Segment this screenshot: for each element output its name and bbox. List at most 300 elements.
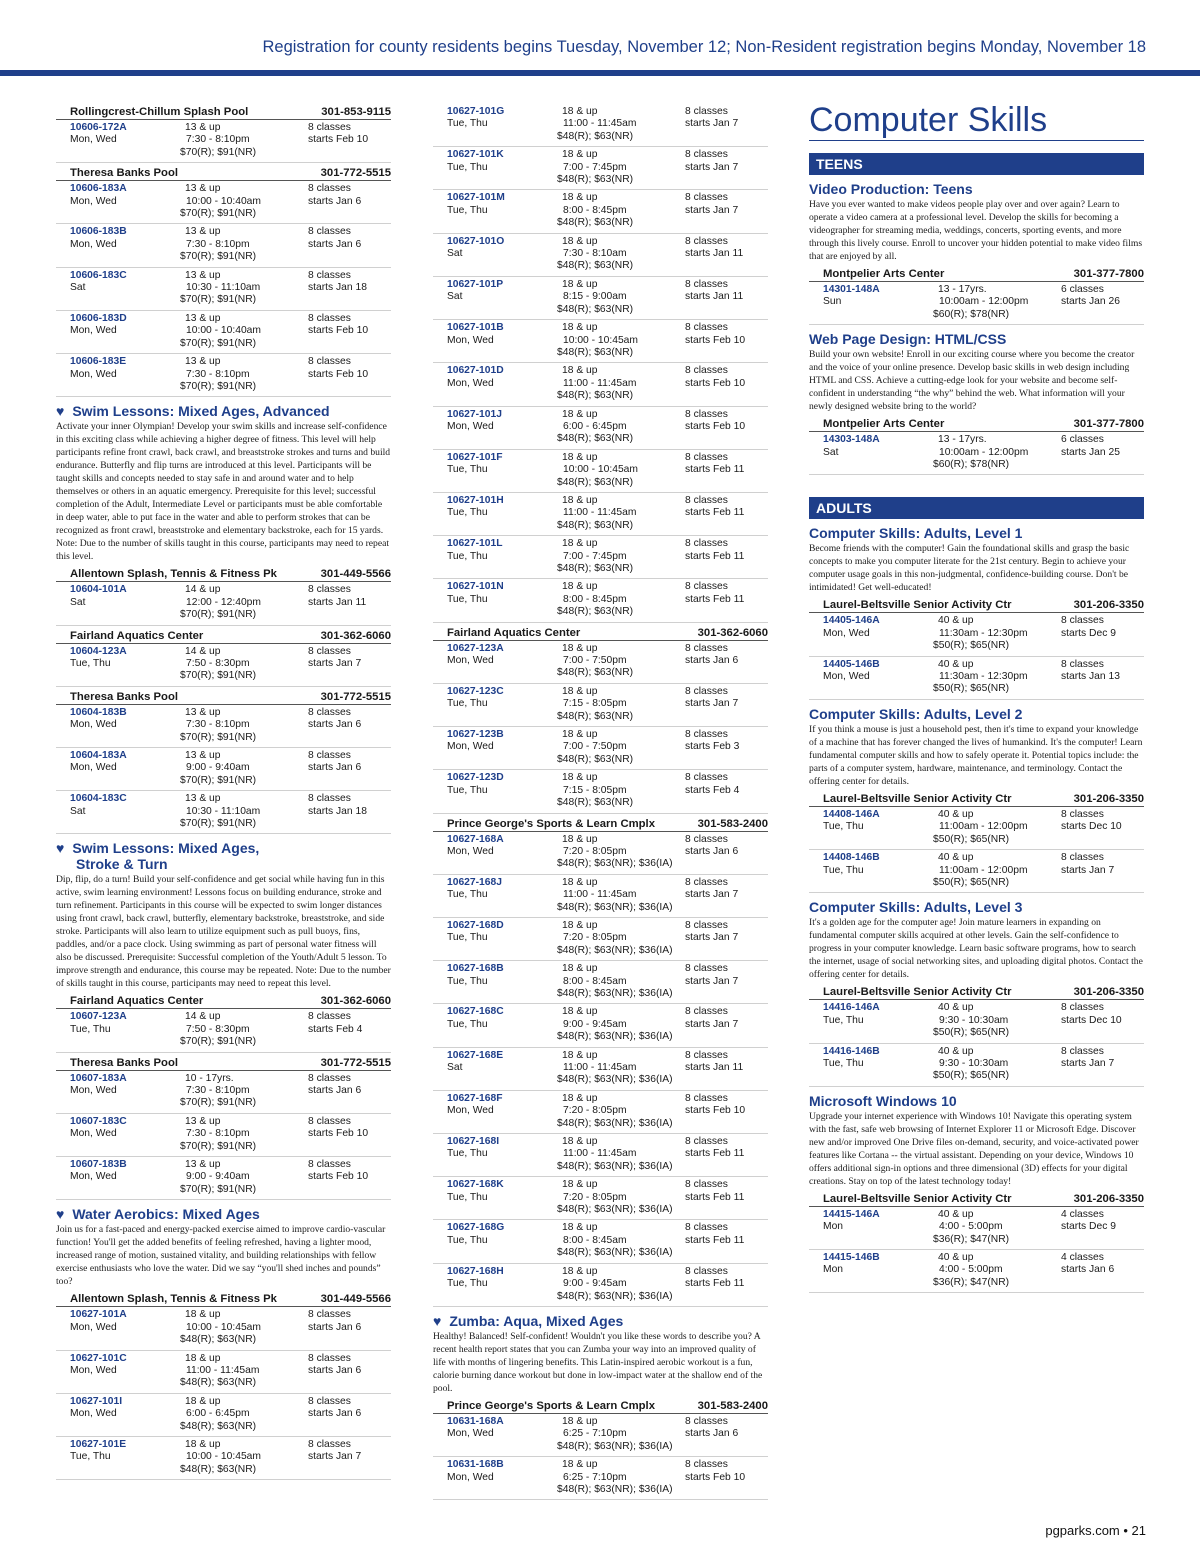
course-days: Tue, Thu — [447, 1191, 488, 1203]
course-time: 6:25 - 7:10pm — [563, 1428, 627, 1440]
course-row — [433, 1048, 768, 1091]
course-fee: $50(R); $65(NR) — [933, 683, 1010, 695]
course-days: Tue, Thu — [823, 864, 864, 876]
course-code: 10604-183B — [70, 706, 127, 718]
course-code: 10631-168B — [447, 1459, 504, 1471]
course-days: Tue, Thu — [447, 975, 488, 987]
course-fee: $48(R); $63(NR); $36(IA) — [557, 1117, 673, 1129]
location-phone: 301-206-3350 — [1073, 1192, 1144, 1205]
course-days: Mon, Wed — [447, 1428, 494, 1440]
course-row — [56, 1394, 391, 1437]
course-fee: $48(R); $63(NR) — [557, 606, 634, 618]
course-time: 8:00 - 8:45am — [563, 1234, 627, 1246]
course-code: 10627-123C — [447, 685, 504, 697]
column-1 — [56, 104, 391, 1480]
course-age: 18 & up — [562, 1179, 598, 1191]
course-start-date: starts Jan 11 — [685, 291, 744, 303]
course-row — [433, 1220, 768, 1263]
course-days: Mon, Wed — [70, 1128, 117, 1140]
course-code: 10606-183A — [70, 183, 127, 195]
course-days: Mon, Wed — [70, 1171, 117, 1183]
course-description: Healthy! Balanced! Self-confident! Wouldn't you like these words to describe you? A recent health report states that you can Zumba your way into an improved quality of life with months of lingering benefits. This Latin-inspired aerobic workout is a fun, calorie burning dance workout but done in low-impact water at the shallow end of the pool. — [433, 1330, 763, 1394]
course-days: Sat — [823, 446, 839, 458]
course-row — [56, 705, 391, 748]
location-phone: 301-362-6060 — [697, 626, 768, 639]
course-time: 10:00 - 10:40am — [186, 325, 261, 337]
course-age: 18 & up — [562, 876, 598, 888]
location-name: Montpelier Arts Center — [823, 268, 945, 280]
course-days: Mon, Wed — [447, 1105, 494, 1117]
course-class-count: 6 classes — [1061, 284, 1104, 295]
course-time: 9:00 - 9:45am — [563, 1018, 627, 1030]
course-time: 7:20 - 8:05pm — [563, 1191, 627, 1203]
course-time: 7:20 - 8:05pm — [563, 932, 627, 944]
course-row — [56, 1307, 391, 1350]
course-class-count: 8 classes — [685, 1222, 728, 1234]
page-footer: pgparks.com • 21 — [1045, 1523, 1146, 1538]
course-row — [433, 536, 768, 579]
course-class-count: 8 classes — [308, 706, 351, 718]
course-fee: $48(R); $63(NR) — [557, 217, 634, 229]
course-days: Mon, Wed — [447, 655, 494, 667]
course-age: 18 & up — [562, 1265, 598, 1277]
course-age: 18 & up — [562, 581, 598, 593]
course-start-date: starts Jan 18 — [308, 805, 367, 817]
location-phone: 301-449-5566 — [320, 1293, 391, 1306]
course-description: Join us for a fast-paced and energy-packed exercise aimed to improve cardio-vascular function! You'll get the added benefits of feeling refreshed, having a lighter mood, increased range of motion, sustained vitality, and building relationships with fellow exercise enthusiasts who love the water. Did we say “you'll shed inches and pounds” too? — [56, 1224, 386, 1288]
course-fee: $50(R); $65(NR) — [933, 640, 1010, 652]
course-age: 13 & up — [185, 1159, 221, 1171]
course-start-date: starts Feb 11 — [685, 464, 745, 476]
course-class-count: 8 classes — [685, 494, 728, 506]
course-start-date: starts Jan 11 — [685, 1062, 744, 1073]
course-code: 10607-183B — [70, 1159, 127, 1171]
course-days: Tue, Thu — [447, 784, 488, 796]
course-class-count: 8 classes — [685, 581, 728, 593]
location-phone: 301-853-9115 — [321, 106, 391, 118]
course-fee: $70(R); $91(NR) — [180, 774, 257, 786]
course-start-date: starts Jan 6 — [308, 762, 362, 774]
course-days: Sat — [447, 291, 463, 303]
course-code: 10627-168C — [447, 1006, 504, 1018]
location-name: Laurel-Beltsville Senior Activity Ctr — [823, 986, 1012, 999]
course-class-count: 8 classes — [685, 106, 728, 117]
course-code: 10627-101I — [70, 1395, 123, 1407]
course-days: Mon, Wed — [70, 325, 117, 337]
location-phone: 301-362-6060 — [320, 629, 391, 642]
course-class-count: 8 classes — [308, 1352, 351, 1364]
location-phone: 301-377-7800 — [1073, 268, 1144, 280]
course-description: Dip, flip, do a turn! Build your self-confidence and get social while having fun in this active, swim learning environment! Lessons focus on building endurance, stroke and turn refinement. Participants in this course will be expected to swim longer distances using front crawl, back crawl, butterfly, elementary backstroke, breaststroke, and side stroke. Participants will also learn to utilize equipment such as pull buoys, fins, paddles, and/or a pace clock. Using swimming as part of personal water fitness will also be discussed. Prerequisite: Successful completion of the Youth/Adult 5 lesson. To improve strength and endurance, this course may be repeated. Note: Due to the number of skills taught in this course, participants may need to repeat this level. — [56, 874, 391, 990]
course-fee: $48(R); $63(NR); $36(IA) — [557, 901, 673, 913]
course-start-date: starts Jan 7 — [685, 975, 739, 987]
course-age: 18 & up — [185, 1395, 221, 1407]
course-class-count: 8 classes — [685, 729, 728, 741]
course-time: 10:00 - 10:45am — [563, 464, 638, 476]
course-days: Tue, Thu — [447, 204, 488, 216]
course-title-level-2: Computer Skills: Adults, Level 2 — [809, 705, 1023, 722]
course-time: 9:00 - 9:40am — [186, 762, 250, 774]
course-age: 14 & up — [185, 1011, 221, 1023]
course-age: 18 & up — [562, 538, 598, 550]
course-time: 7:30 - 8:10pm — [186, 134, 250, 146]
course-row — [809, 613, 1144, 656]
course-class-count: 8 classes — [685, 192, 728, 204]
course-start-date: starts Jan 6 — [308, 1321, 362, 1333]
course-age: 13 & up — [185, 122, 221, 133]
course-time: 7:30 - 8:10pm — [186, 719, 250, 731]
course-time: 11:00 - 11:45am — [563, 377, 637, 389]
course-row — [56, 354, 391, 397]
course-code: 14416-146B — [823, 1045, 880, 1057]
course-row — [433, 641, 768, 684]
course-start-date: starts Jan 25 — [1061, 446, 1120, 458]
course-start-date: starts Dec 10 — [1061, 1014, 1122, 1026]
course-row — [433, 1134, 768, 1177]
course-days: Tue, Thu — [823, 1057, 864, 1069]
course-age: 18 & up — [562, 106, 598, 117]
course-time: 7:30 - 8:10am — [563, 248, 627, 260]
course-description: Become friends with the computer! Gain the foundational skills and grasp the basic concepts to make you computer literate for the 21st century. Begin to achieve your computer usage goals in this non-judgmental, confidence-building course. Don't be intimidated! Get well-educated! — [809, 543, 1130, 594]
course-days: Mon, Wed — [70, 1085, 117, 1097]
course-days: Tue, Thu — [70, 1023, 111, 1035]
course-row — [809, 1044, 1144, 1087]
course-code: 10627-101O — [447, 235, 505, 247]
course-title-zumba: ♥ Zumba: Aqua, Mixed Ages — [433, 1313, 768, 1329]
course-code: 10607-183A — [70, 1072, 127, 1084]
location-name: Rollingcrest-Chillum Splash Pool — [70, 106, 249, 118]
header-rule — [0, 70, 1200, 76]
course-row — [56, 582, 391, 625]
course-time: 11:00 - 11:45am — [563, 507, 637, 519]
course-code: 14405-146B — [823, 658, 880, 670]
course-start-date: starts Jan 6 — [308, 1085, 362, 1097]
course-start-date: starts Feb 11 — [685, 507, 745, 519]
course-title-swim-advanced: ♥ Swim Lessons: Mixed Ages, Advanced — [56, 403, 391, 419]
course-class-count: 4 classes — [1061, 1251, 1104, 1263]
course-days: Tue, Thu — [823, 1014, 864, 1026]
location-header — [433, 625, 768, 641]
course-class-count: 8 classes — [1061, 808, 1104, 820]
course-class-count: 8 classes — [308, 269, 351, 281]
course-start-date: starts Feb 11 — [685, 593, 745, 605]
course-days: Sat — [447, 248, 463, 260]
course-start-date: starts Jan 7 — [685, 889, 739, 901]
course-code: 10627-123D — [447, 772, 504, 784]
course-days: Mon, Wed — [70, 1364, 117, 1376]
course-days: Tue, Thu — [447, 1234, 488, 1246]
course-age: 18 & up — [562, 1092, 598, 1104]
column-3 — [809, 101, 1144, 1293]
course-class-count: 8 classes — [1061, 658, 1104, 670]
location-header — [433, 816, 768, 832]
course-age: 18 & up — [562, 1136, 598, 1148]
course-time: 7:00 - 7:45pm — [563, 550, 627, 562]
course-code: 10627-101D — [447, 365, 504, 377]
course-fee: $70(R); $91(NR) — [180, 609, 257, 621]
course-description: Build your own website! Enroll in our exciting course where you become the creator and the voice of your online presence. Develop basic skills in web design including HTML and CSS. Achieve a cutting-edge look for your website and become self-confident in understanding “the why” behind the web. What information will your newly designed website bring to the world? — [809, 349, 1135, 413]
course-start-date: starts Jan 6 — [308, 1408, 362, 1420]
course-code: 14415-146A — [823, 1208, 880, 1220]
section-title: Computer Skills — [809, 102, 1144, 141]
course-age: 18 & up — [562, 278, 598, 290]
course-days: Tue, Thu — [447, 932, 488, 944]
course-class-count: 8 classes — [685, 538, 728, 550]
location-name: Prince George's Sports & Learn Cmplx — [447, 1399, 655, 1412]
course-code: 10606-172A — [70, 122, 127, 133]
course-row — [433, 1264, 768, 1307]
location-header — [56, 566, 391, 582]
course-days: Tue, Thu — [447, 698, 488, 710]
course-age: 40 & up — [938, 852, 974, 864]
course-age: 18 & up — [562, 1222, 598, 1234]
course-code: 10627-101F — [447, 451, 503, 463]
course-days: Tue, Thu — [447, 1278, 488, 1290]
course-time: 7:30 - 8:10pm — [186, 238, 250, 250]
course-start-date: starts Jan 7 — [685, 204, 739, 216]
course-fee: $50(R); $65(NR) — [933, 1070, 1010, 1082]
course-age: 13 & up — [185, 226, 221, 238]
course-time: 7:50 - 8:30pm — [186, 1023, 250, 1035]
course-age: 13 - 17yrs. — [938, 284, 987, 295]
course-time: 7:00 - 7:45pm — [563, 161, 627, 173]
location-name: Laurel-Beltsville Senior Activity Ctr — [823, 1192, 1012, 1205]
location-header — [433, 1398, 768, 1414]
location-name: Theresa Banks Pool — [70, 690, 178, 703]
course-age: 13 & up — [185, 1115, 221, 1127]
course-time: 7:00 - 7:50pm — [563, 741, 627, 753]
location-phone: 301-772-5515 — [320, 167, 391, 180]
course-row — [433, 320, 768, 363]
course-days: Sat — [70, 596, 86, 608]
course-start-date: starts Jan 13 — [1061, 671, 1120, 683]
location-name: Laurel-Beltsville Senior Activity Ctr — [823, 599, 1012, 612]
course-days: Sat — [70, 805, 86, 817]
section-bar-teens: TEENS — [809, 153, 1144, 175]
course-row — [56, 1009, 391, 1052]
course-row — [433, 407, 768, 450]
course-start-date: starts Jan 6 — [308, 195, 362, 207]
course-days: Mon, Wed — [823, 671, 870, 683]
course-class-count: 8 classes — [685, 365, 728, 377]
course-start-date: starts Jan 7 — [1061, 1057, 1115, 1069]
course-class-count: 8 classes — [685, 1415, 728, 1427]
course-start-date: starts Jan 6 — [308, 1364, 362, 1376]
course-fee: $48(R); $63(NR); $36(IA) — [557, 1031, 673, 1043]
course-row — [56, 1071, 391, 1114]
course-fee: $36(R); $47(NR) — [933, 1276, 1010, 1288]
course-row — [56, 181, 391, 224]
course-age: 40 & up — [938, 1045, 974, 1057]
course-time: 7:15 - 8:05pm — [563, 698, 627, 710]
course-code: 10627-168B — [447, 963, 504, 975]
course-code: 10627-168F — [447, 1092, 503, 1104]
course-start-date: starts Feb 10 — [308, 325, 369, 337]
course-start-date: starts Jan 18 — [308, 282, 367, 294]
course-time: 7:00 - 7:50pm — [563, 655, 627, 667]
course-fee: $70(R); $91(NR) — [180, 337, 257, 349]
course-time: 9:00 - 9:40am — [186, 1171, 250, 1183]
course-days: Sat — [447, 1062, 463, 1073]
course-days: Tue, Thu — [823, 821, 864, 833]
location-name: Prince George's Sports & Learn Cmplx — [447, 817, 655, 830]
course-time: 4:00 - 5:00pm — [939, 1221, 1003, 1233]
course-fee: $48(R); $63(NR) — [557, 753, 634, 765]
course-title-video: Video Production: Teens — [809, 181, 973, 197]
course-title-level-1: Computer Skills: Adults, Level 1 — [809, 525, 1023, 542]
course-days: Tue, Thu — [447, 1018, 488, 1030]
course-start-date: starts Jan 7 — [1061, 864, 1115, 876]
location-header — [56, 628, 391, 644]
location-header — [809, 1191, 1144, 1207]
course-code: 14408-146B — [823, 852, 880, 864]
course-class-count: 8 classes — [308, 356, 351, 368]
course-row — [433, 147, 768, 190]
course-days: Mon, Wed — [70, 368, 117, 380]
course-description: Activate your inner Olympian! Develop your swim skills and increase self-confidence in this exciting class while achieving a higher degree of fitness. This level will help participants refine front crawl, back crawl, and breaststroke strokes and turns and build endurance. Butterfly and flip turns are introduced at this level. Participants will be taught skills and concepts needed to stay safe in and around water and to help themselves or others in an aquatic emergency. Prerequisite for this level; successful completion of the Adult, Intermediate Level or participants must be able comfortable in deep water, able to put face in the water and able to perform strokes that can be recognized as front crawl, breaststroke and elementary backstroke, each for 15 yards. Note: Due to the number of skills taught in this course, participants may need to repeat this level. — [56, 421, 391, 563]
course-fee: $70(R); $91(NR) — [180, 294, 257, 306]
course-class-count: 8 classes — [308, 312, 351, 324]
course-time: 10:00 - 10:45am — [186, 1321, 261, 1333]
course-age: 18 & up — [562, 772, 598, 784]
course-row — [809, 282, 1144, 325]
course-class-count: 8 classes — [308, 793, 351, 805]
course-age: 18 & up — [562, 833, 598, 845]
course-row — [56, 311, 391, 354]
course-class-count: 8 classes — [685, 919, 728, 931]
course-days: Mon, Wed — [70, 238, 117, 250]
course-fee: $48(R); $63(NR) — [180, 1377, 257, 1389]
course-age: 13 & up — [185, 183, 221, 195]
course-row — [433, 234, 768, 277]
course-time: 6:00 - 6:45pm — [186, 1408, 250, 1420]
course-fee: $70(R); $91(NR) — [180, 380, 257, 392]
course-fee: $48(R); $63(NR) — [557, 390, 634, 402]
course-row — [433, 832, 768, 875]
course-fee: $48(R); $63(NR) — [557, 710, 634, 722]
course-class-count: 8 classes — [1061, 1002, 1104, 1014]
course-fee: $48(R); $63(NR) — [557, 346, 634, 358]
course-days: Tue, Thu — [447, 889, 488, 901]
course-fee: $48(R); $63(NR) — [557, 260, 634, 272]
course-fee: $60(R); $78(NR) — [933, 308, 1010, 320]
course-code: 10627-101L — [447, 538, 503, 550]
course-row — [56, 120, 391, 163]
course-time: 11:00am - 12:00pm — [939, 821, 1028, 833]
course-days: Mon, Wed — [70, 1408, 117, 1420]
course-row — [809, 1250, 1144, 1293]
course-fee: $48(R); $63(NR) — [557, 519, 634, 531]
course-title-water-aerobics: ♥ Water Aerobics: Mixed Ages — [56, 1206, 391, 1222]
course-start-date: starts Feb 10 — [685, 420, 746, 432]
course-start-date: starts Dec 9 — [1061, 1221, 1116, 1233]
course-fee: $48(R); $63(NR) — [180, 1463, 257, 1475]
course-age: 13 & up — [185, 749, 221, 761]
location-phone: 301-449-5566 — [320, 568, 391, 581]
course-fee: $70(R); $91(NR) — [180, 670, 257, 682]
course-age: 18 & up — [562, 365, 598, 377]
course-days: Mon, Wed — [447, 741, 494, 753]
location-header — [56, 104, 391, 120]
course-code: 14416-146A — [823, 1002, 880, 1014]
course-days: Mon, Wed — [447, 377, 494, 389]
course-age: 40 & up — [938, 1002, 974, 1014]
course-code: 10627-168I — [447, 1136, 500, 1148]
course-start-date: starts Jan 6 — [308, 238, 362, 250]
course-class-count: 8 classes — [308, 226, 351, 238]
location-phone: 301-583-2400 — [697, 1399, 768, 1412]
course-code: 10604-101A — [70, 584, 127, 596]
course-class-count: 8 classes — [685, 322, 728, 334]
course-days: Mon, Wed — [70, 1321, 117, 1333]
course-code: 10627-101M — [447, 192, 505, 204]
course-row — [433, 727, 768, 770]
course-row — [809, 1207, 1144, 1250]
course-start-date: starts Jan 7 — [685, 161, 739, 173]
course-days: Tue, Thu — [70, 1451, 111, 1463]
course-time: 11:00 - 11:45am — [186, 1364, 260, 1376]
course-code: 10627-168E — [447, 1049, 504, 1061]
course-age: 18 & up — [562, 685, 598, 697]
course-days: Sat — [70, 282, 86, 294]
course-start-date: starts Feb 10 — [685, 334, 746, 346]
course-code: 10627-123B — [447, 729, 504, 741]
course-class-count: 8 classes — [685, 1459, 728, 1471]
course-time: 6:25 - 7:10pm — [563, 1471, 627, 1483]
course-time: 11:00am - 12:00pm — [939, 864, 1028, 876]
course-class-count: 8 classes — [308, 749, 351, 761]
course-fee: $70(R); $91(NR) — [180, 1036, 257, 1048]
course-age: 18 & up — [562, 729, 598, 741]
course-start-date: starts Feb 10 — [685, 377, 746, 389]
course-fee: $48(R); $63(NR); $36(IA) — [557, 1160, 673, 1172]
course-description: Have you ever wanted to make videos people play over and over again? Learn to operate a video camera at a professional level. Develop the skills for becoming a videographer for streaming media, weddings, concerts, sporting events, and more through this lively course. Enroll to uncover your hidden potential to make video films that are enjoyed by all. — [809, 199, 1143, 262]
course-class-count: 8 classes — [685, 1136, 728, 1148]
course-code: 10627-101K — [447, 149, 504, 161]
location-phone: 301-206-3350 — [1073, 599, 1144, 612]
course-code: 14415-146B — [823, 1251, 880, 1263]
location-name: Fairland Aquatics Center — [70, 629, 204, 642]
course-row — [56, 644, 391, 687]
course-class-count: 8 classes — [308, 1115, 351, 1127]
course-fee: $70(R); $91(NR) — [180, 208, 257, 220]
course-days: Mon, Wed — [447, 420, 494, 432]
course-age: 13 - 17yrs. — [938, 434, 987, 446]
course-row — [433, 104, 768, 147]
course-class-count: 8 classes — [308, 1159, 351, 1171]
course-time: 4:00 - 5:00pm — [939, 1264, 1003, 1276]
course-fee: $70(R); $91(NR) — [180, 251, 257, 263]
course-age: 14 & up — [185, 584, 221, 596]
course-time: 10:00 - 10:45am — [563, 334, 638, 346]
course-title-swim-stroke — [56, 840, 391, 872]
course-class-count: 8 classes — [685, 1179, 728, 1191]
course-age: 40 & up — [938, 1251, 974, 1263]
course-row — [433, 918, 768, 961]
course-age: 40 & up — [938, 1208, 974, 1220]
course-start-date: starts Feb 11 — [685, 550, 745, 562]
course-class-count: 8 classes — [685, 1006, 728, 1018]
course-row — [433, 961, 768, 1004]
course-age: 18 & up — [562, 322, 598, 334]
course-start-date: starts Jan 6 — [1061, 1264, 1115, 1276]
course-age: 14 & up — [185, 645, 221, 657]
course-class-count: 8 classes — [685, 1092, 728, 1104]
location-name: Montpelier Arts Center — [823, 418, 945, 431]
course-time: 8:00 - 8:45am — [563, 975, 627, 987]
course-code: 10631-168A — [447, 1415, 504, 1427]
location-header — [809, 597, 1144, 613]
